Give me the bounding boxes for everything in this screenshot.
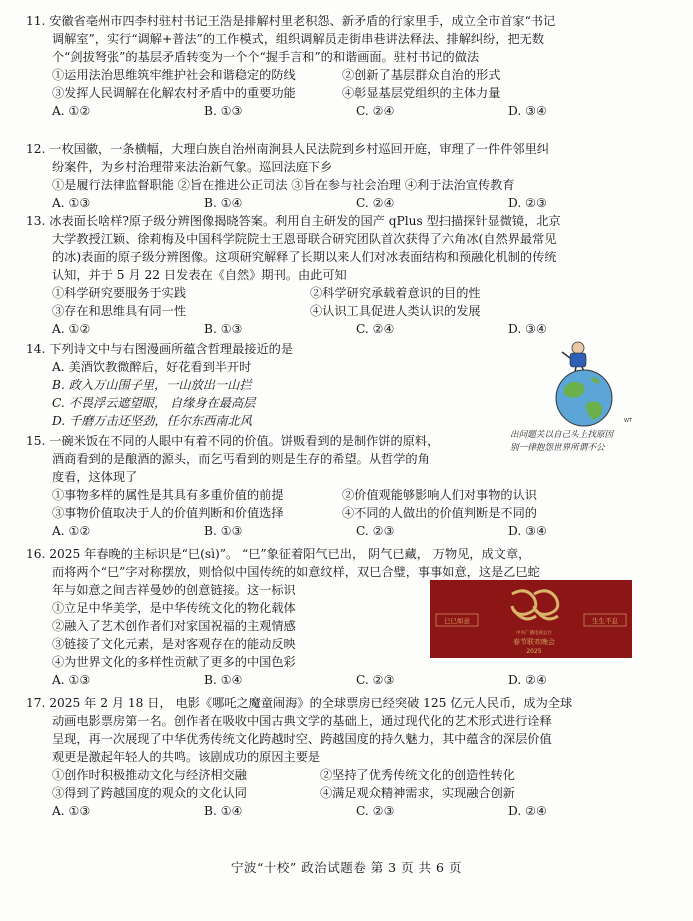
q11-option-row xyxy=(26,66,662,84)
question-17 xyxy=(26,694,662,820)
q12-stem-line: 12. 一枚国徽，一条横幅，大理白族自治州南涧县人民法院到乡村巡回开庭，审理了一件件邻里纠 xyxy=(26,142,549,156)
q13-stem-line: 的冰)表面的原子级分辨图像。这项研究解释了长期以来人们对冰表面结构和预融化机制的传统 xyxy=(52,250,557,264)
q16-choice-c[interactable]: C. ②③ xyxy=(356,673,395,687)
q12-choice-b[interactable]: B. ①④ xyxy=(204,196,243,210)
q15-choice-d[interactable]: D. ③④ xyxy=(508,524,547,538)
q15-choice-a[interactable]: A. ①② xyxy=(52,524,91,538)
q12-choice-d[interactable]: D. ②③ xyxy=(508,196,547,210)
cartoon-caption-line: 别一律抱怨世界所谓不公 xyxy=(510,443,605,453)
q13-choice-a[interactable]: A. ①② xyxy=(52,322,91,336)
q14-choice-b[interactable]: B. 政入万山围子里，一山放出一山拦 xyxy=(52,378,252,392)
q11-answer-choices xyxy=(26,102,662,120)
q11-choice-b[interactable]: B. ①③ xyxy=(204,104,243,118)
q11-choice-c[interactable]: C. ②④ xyxy=(356,104,395,118)
q11-option: ④彰显基层党组织的主体力量 xyxy=(342,86,501,100)
q12-answer-choices xyxy=(26,194,662,212)
q13-option: ③存在和思维具有同一性 xyxy=(52,304,187,318)
q13-stem-line: 认知，并于 5 月 22 日发表在《自然》期刊。由此可知 xyxy=(52,268,347,282)
q11-stem-line: 调解室”，实行“调解+普法”的工作模式，组织调解员走街串巷讲法释法、排解纠纷，把无数 xyxy=(52,32,545,46)
q15-stem-line: 酒商看到的是酿酒的源头，而乞丐看到的则是生存的希望。从哲学的角 xyxy=(52,452,430,466)
question-14 xyxy=(26,340,496,430)
q17-option: ③得到了跨越国度的观众的文化认同 xyxy=(52,786,247,800)
q17-choice-d[interactable]: D. ②④ xyxy=(508,804,547,818)
q13-stem-line: 大学教授江颖、徐莉梅及中国科学院院士王恩哥联合研究团队首次获得了六角冰(自然界最常见 xyxy=(52,232,557,246)
q11-choice-a[interactable]: A. ①② xyxy=(52,104,91,118)
question-12 xyxy=(26,140,662,212)
q16-choice-a[interactable]: A. ①③ xyxy=(52,673,91,687)
logo-left-tag: 巳巳如意 xyxy=(444,617,470,625)
q17-option-row xyxy=(26,784,662,802)
q13-choice-b[interactable]: B. ①③ xyxy=(204,322,243,336)
q16-answer-choices xyxy=(26,671,662,689)
q11-stem-line: 个“剑拔弩张”的基层矛盾转变为一个个“握手言和”的和谐画面。驻村书记的做法 xyxy=(52,50,480,64)
q16-choice-b[interactable]: B. ①④ xyxy=(204,673,243,687)
q16-option: ③链接了文化元素，是对客观存在的能动反映 xyxy=(52,637,296,651)
q16-option: ①立足中华美学，是中华传统文化的物化载体 xyxy=(52,601,296,615)
q13-stem-line: 13. 冰表面长啥样?原子级分辨图像揭晓答案。利用自主研发的国产 qPlus 型扫描探针显微镜，北京 xyxy=(26,214,561,228)
page-footer: 宁波“十校” 政治试题卷 第 3 页 共 6 页 xyxy=(230,860,462,875)
logo-year: 2025 xyxy=(526,648,542,655)
q16-choice-d[interactable]: D. ②④ xyxy=(508,673,547,687)
question-13 xyxy=(26,212,662,338)
q14-choice-a[interactable]: A. 美酒饮教微醉后，好花看到半开时 xyxy=(52,360,252,374)
q15-choice-b[interactable]: B. ①③ xyxy=(204,524,243,538)
q13-option: ②科学研究承载着意识的目的性 xyxy=(310,286,481,300)
q13-choice-d[interactable]: D. ③④ xyxy=(508,322,547,336)
question-11 xyxy=(26,12,662,120)
q12-stem-line: 纷案件，为乡村治理带来法治新气象。巡回法庭下乡 xyxy=(52,160,333,174)
q11-option-row xyxy=(26,84,662,102)
cartoon-caption-line: 出问题关以自己头上找原因 xyxy=(510,430,614,440)
q13-choice-c[interactable]: C. ②④ xyxy=(356,322,395,336)
q17-choice-a[interactable]: A. ①③ xyxy=(52,804,91,818)
q16-stem-line: 而将两个“巳”字对称摆放，则恰似中国传统的如意纹样，双巳合璧，事事如意，这是乙巳蛇 xyxy=(52,565,540,579)
q17-option: ①创作时积极推动文化与经济相交融 xyxy=(52,768,247,782)
q11-option: ①运用法治思维筑牢维护社会和谐稳定的防线 xyxy=(52,68,296,82)
q16-option: ②融入了艺术创作者们对家国祝福的主观情感 xyxy=(52,619,296,633)
question-15 xyxy=(26,432,662,540)
logo-right-tag: 生生不息 xyxy=(592,617,618,625)
q17-stem-line: 17. 2025 年 2 月 18 日， 电影《哪吒之魔童闹海》的全球票房已经突破 125 亿元人民币，成为全球 xyxy=(26,696,573,710)
cartoon-signature: WT xyxy=(624,418,632,424)
q15-choice-c[interactable]: C. ②③ xyxy=(356,524,395,538)
q17-choice-b[interactable]: B. ①④ xyxy=(204,804,243,818)
q12-choice-c[interactable]: C. ②④ xyxy=(356,196,395,210)
q15-stem-line: 度看，这体现了 xyxy=(52,470,138,484)
q16-stem-line: 年与如意之间吉祥曼妙的创意链接。这一标识 xyxy=(52,583,296,597)
q11-option: ②创新了基层群众自治的形式 xyxy=(342,68,501,82)
q17-option-row xyxy=(26,766,662,784)
q14-choice-d[interactable]: D. 千磨万击还坚劲，任尔东西南北风 xyxy=(52,414,252,428)
q11-stem-line: 11. 安徽省亳州市四李村驻村书记王浩是排解村里老积怨、新矛盾的行家里手，成立全市首家“书记 xyxy=(26,14,556,28)
q17-stem-line: 动画电影票房第一名。创作者在吸收中国古典文学的基础上，通过现代化的艺术形式进行诠释 xyxy=(52,714,552,728)
q11-choice-d[interactable]: D. ③④ xyxy=(508,104,547,118)
q12-options: ①是履行法律监督职能 ②旨在推进公正司法 ③旨在参与社会治理 ④利于法治宣传教育 xyxy=(52,178,515,192)
gala-logo-image xyxy=(430,580,632,658)
q17-answer-choices xyxy=(26,802,662,820)
q15-option: ③事物价值取决于人的价值判断和价值选择 xyxy=(52,506,284,520)
q13-option-row xyxy=(26,284,662,302)
q15-stem-line: 15. 一碗米饭在不同的人眼中有着不同的价值。饼贩看到的是制作饼的原料， xyxy=(26,434,440,448)
q13-answer-choices xyxy=(26,320,662,338)
q15-answer-choices xyxy=(26,522,662,540)
q12-choice-a[interactable]: A. ①③ xyxy=(52,196,91,210)
q15-option: ①事物多样的属性是其具有多重价值的前提 xyxy=(52,488,284,502)
q13-option-row xyxy=(26,302,662,320)
q14-stem: 14. 下列诗文中与右图漫画所蕴含哲理最接近的是 xyxy=(26,342,294,356)
q17-stem-line: 观更是激起年轻人的共鸣。该剧成功的原因主要是 xyxy=(52,750,321,764)
q13-option: ④认识工具促进人类认识的发展 xyxy=(310,304,481,318)
logo-title: 春节联欢晚会 xyxy=(513,638,555,646)
q15-option: ④不同的人做出的价值判断是不同的 xyxy=(342,506,537,520)
q17-option: ②坚持了优秀传统文化的创造性转化 xyxy=(320,768,515,782)
double-si-logo-icon xyxy=(430,580,632,658)
q11-option: ③发挥人民调解在化解农村矛盾中的重要功能 xyxy=(52,86,296,100)
q15-option-row xyxy=(26,486,662,504)
q17-stem-line: 呈现，再一次展现了中华优秀传统文化跨越时空、跨越国度的持久魅力，其中蕴含的深层价值 xyxy=(52,732,552,746)
q14-choice-c[interactable]: C. 不畏浮云遮望眼， 自缘身在最高层 xyxy=(52,396,256,410)
q16-stem-line: 16. 2025 年春晚的主标识是“巳(sì)”。 “巳”象征着阳气已出， 阴气已藏， 万物见，成文章， xyxy=(26,547,531,561)
q17-option: ④满足观众精神需求，实现融合创新 xyxy=(320,786,515,800)
q17-choice-c[interactable]: C. ②③ xyxy=(356,804,395,818)
q15-option: ②价值观能够影响人们对事物的认识 xyxy=(342,488,537,502)
q15-option-row xyxy=(26,504,662,522)
q16-option: ④为世界文化的多样性贡献了更多的中国色彩 xyxy=(52,655,296,669)
q13-option: ①科学研究要服务于实践 xyxy=(52,286,187,300)
logo-small-text: 中央广播电视总台 xyxy=(516,631,552,636)
